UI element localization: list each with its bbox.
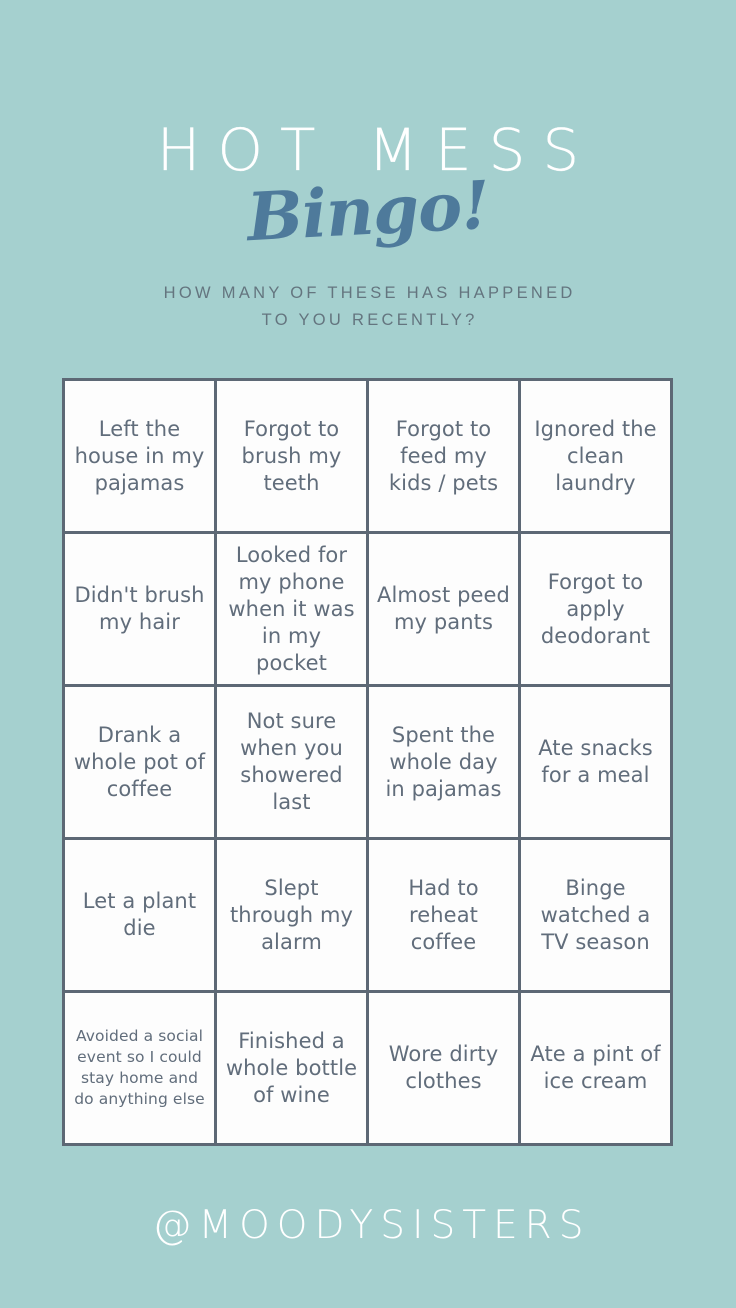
bingo-cell[interactable] bbox=[369, 381, 518, 531]
bingo-cell-label: Looked for my phone when it was in my pocket bbox=[228, 542, 355, 675]
bingo-cell-label: Ate a pint of ice cream bbox=[530, 1042, 661, 1093]
bingo-cell-label: Avoided a social event so I could stay home and do anything else bbox=[74, 1027, 205, 1108]
bingo-cell-label: Wore dirty clothes bbox=[388, 1042, 499, 1093]
bingo-cell[interactable] bbox=[217, 993, 366, 1143]
bingo-cell-label: Ignored the clean laundry bbox=[534, 416, 657, 495]
bingo-cell-label: Almost peed my pants bbox=[377, 583, 510, 634]
bingo-cell[interactable] bbox=[65, 381, 214, 531]
bingo-cell[interactable] bbox=[369, 534, 518, 684]
bingo-cell[interactable] bbox=[521, 381, 670, 531]
page-title: HOT MESS bbox=[156, 116, 597, 184]
bingo-cell-label: Slept through my alarm bbox=[229, 875, 354, 954]
poster-header bbox=[0, 118, 736, 334]
subtitle-line-2: TO YOU RECENTLY? bbox=[261, 311, 478, 329]
bingo-cell-label: Forgot to brush my teeth bbox=[241, 416, 342, 495]
bingo-cell[interactable] bbox=[65, 534, 214, 684]
bingo-cell[interactable] bbox=[521, 840, 670, 990]
bingo-cell[interactable] bbox=[369, 993, 518, 1143]
bingo-cell-label: Spent the whole day in pajamas bbox=[385, 722, 502, 801]
bingo-cell-label: Forgot to apply deodorant bbox=[540, 569, 651, 648]
bingo-cell-label: Drank a whole pot of coffee bbox=[73, 722, 206, 801]
bingo-cell[interactable] bbox=[65, 993, 214, 1143]
bingo-cell-label: Binge watched a TV season bbox=[540, 875, 651, 954]
bingo-cell[interactable] bbox=[521, 534, 670, 684]
subtitle-line-1: HOW MANY OF THESE HAS HAPPENED bbox=[163, 284, 576, 302]
bingo-cell-label: Didn't brush my hair bbox=[74, 583, 205, 634]
bingo-cell[interactable] bbox=[217, 687, 366, 837]
bingo-cell[interactable] bbox=[369, 687, 518, 837]
bingo-cell-label: Finished a whole bottle of wine bbox=[225, 1028, 358, 1107]
bingo-cell[interactable] bbox=[217, 534, 366, 684]
bingo-cell[interactable] bbox=[369, 840, 518, 990]
subtitle bbox=[0, 280, 736, 334]
bingo-cell-label: Forgot to feed my kids / pets bbox=[388, 416, 499, 495]
page-title-script: Bingo! bbox=[245, 165, 491, 257]
bingo-cell-label: Not sure when you showered last bbox=[240, 709, 343, 814]
bingo-cell-label: Ate snacks for a meal bbox=[538, 736, 653, 787]
bingo-grid bbox=[62, 378, 673, 1146]
bingo-cell[interactable] bbox=[65, 687, 214, 837]
bingo-cell[interactable] bbox=[521, 993, 670, 1143]
bingo-cell[interactable] bbox=[521, 687, 670, 837]
bingo-cell-label: Left the house in my pajamas bbox=[74, 416, 205, 495]
bingo-cell[interactable] bbox=[217, 840, 366, 990]
bingo-cell[interactable] bbox=[217, 381, 366, 531]
bingo-cell[interactable] bbox=[65, 840, 214, 990]
footer-handle: @MOODYSISTERS bbox=[152, 1203, 591, 1248]
bingo-cell-label: Let a plant die bbox=[82, 889, 197, 940]
bingo-cell-label: Had to reheat coffee bbox=[408, 875, 479, 954]
